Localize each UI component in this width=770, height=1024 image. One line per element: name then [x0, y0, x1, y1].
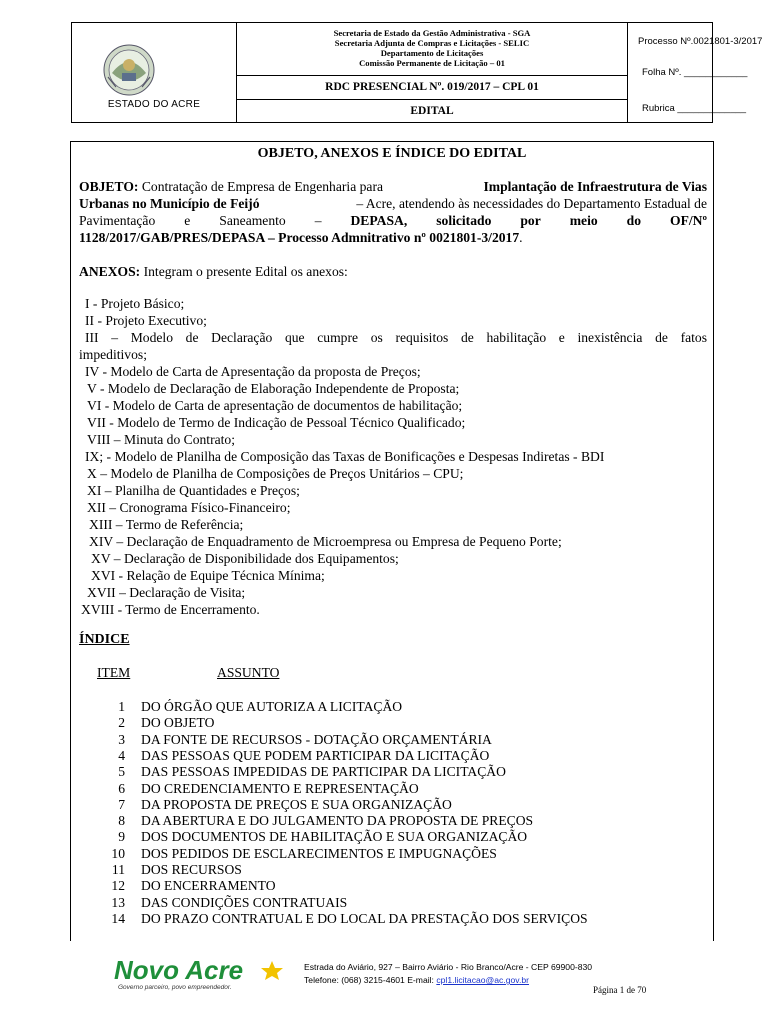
objeto-text: – Acre, atendendo às necessidades do Departamento Estadual de [356, 196, 707, 211]
indice-item-number: 2 [118, 715, 125, 731]
indice-item-number: 9 [118, 829, 125, 845]
anexo-item: impeditivos; [79, 347, 147, 362]
logo-text: Novo Acre [114, 955, 244, 985]
indice-item-number: 3 [118, 731, 125, 747]
anexo-item: V - Modelo de Declaração de Elaboração Independente de Proposta; [87, 381, 460, 396]
section-title: OBJETO, ANEXOS E ÍNDICE DO EDITAL [257, 146, 527, 161]
objeto-line-3 [79, 213, 707, 229]
anexos-intro-line [79, 264, 348, 280]
folha-field: Folha Nº. ____________ [642, 67, 748, 78]
indice-item-number: 11 [111, 862, 125, 877]
indice-item-subject: DOS DOCUMENTOS DE HABILITAÇÃO E SUA ORGANIZAÇÃO [141, 829, 528, 845]
anexo-item: IV - Modelo de Carta de Apresentação da proposta de Preços; [85, 364, 421, 379]
anexo-item: VII - Modelo de Termo de Indicação de Pessoal Técnico Qualificado; [87, 415, 466, 430]
secretaria-line: Comissão Permanente de Licitação – 01 [359, 58, 505, 68]
header-divider [236, 75, 627, 76]
indice-item-subject: DO ENCERRAMENTO [141, 878, 276, 894]
anexo-item: XIII – Termo de Referência; [89, 517, 244, 532]
objeto-text: Contratação de Empresa de Engenharia para [141, 179, 384, 194]
objeto-bold-text: Implantação de Infraestrutura de Vias [483, 179, 707, 194]
indice-item-number: 6 [118, 780, 125, 796]
indice-title: ÍNDICE [79, 632, 130, 647]
indice-item-subject: DAS CONDIÇÕES CONTRATUAIS [141, 894, 348, 910]
anexo-item: III – Modelo de Declaração que cumpre os requisitos de habilitação e inexistência de fatos [85, 330, 707, 345]
indice-item-subject: DA FONTE DE RECURSOS - DOTAÇÃO ORÇAMENTÁRIA [141, 731, 492, 747]
footer-email-link[interactable]: cpl1.licitacao@ac.gov.br [436, 975, 529, 985]
objeto-word: DEPASA, [350, 213, 408, 228]
state-seal-icon [102, 43, 156, 97]
anexo-item: VI - Modelo de Carta de apresentação de documentos de habilitação; [87, 398, 463, 413]
anexo-item: XII – Cronograma Físico-Financeiro; [87, 500, 291, 515]
header-logo-cell [72, 23, 237, 122]
objeto-word: e [184, 213, 191, 228]
anexo-item: VIII – Minuta do Contrato; [87, 432, 235, 447]
indice-item-subject: DO OBJETO [141, 715, 215, 731]
indice-item-subject: DA ABERTURA E DO JULGAMENTO DA PROPOSTA DE PREÇOS [141, 813, 534, 829]
footer-phone: Telefone: (068) 3215-4601 E-mail: [304, 975, 434, 985]
processo-number: Processo Nº.0021801-3/2017 [638, 36, 763, 47]
indice-item-number: 1 [118, 699, 125, 714]
indice-col-assunto: ASSUNTO [217, 665, 280, 680]
objeto-word: meio [569, 213, 598, 228]
anexo-item: I - Projeto Básico; [85, 296, 185, 311]
document-body [70, 141, 714, 941]
objeto-word: por [520, 213, 541, 228]
rdc-title: RDC PRESENCIAL Nº. 019/2017 – CPL 01 [325, 81, 539, 93]
header-right-cell [627, 23, 763, 122]
objeto-text: . [519, 230, 523, 245]
indice-item-subject: DAS PESSOAS IMPEDIDAS DE PARTICIPAR DA LICITAÇÃO [141, 764, 506, 780]
indice-item-number: 12 [111, 878, 125, 894]
anexo-item: IX; - Modelo de Planilha de Composição das Taxas de Bonificações e Despesas Indiretas - BDI [85, 449, 605, 464]
objeto-label: OBJETO: [79, 179, 139, 194]
secretaria-lines [236, 28, 628, 68]
page-number: Página 1 de 70 [593, 985, 647, 995]
anexo-item: XV – Declaração de Disponibilidade dos Equipamentos; [91, 551, 399, 566]
edital-title: EDITAL [410, 105, 454, 117]
indice-item-subject: DO ÓRGÃO QUE AUTORIZA A LICITAÇÃO [141, 699, 403, 714]
anexo-item: II - Projeto Executivo; [85, 313, 207, 328]
indice-item-number: 8 [118, 813, 125, 829]
indice-item-subject: DOS PEDIDOS DE ESCLARECIMENTOS E IMPUGNAÇÕES [141, 845, 497, 861]
indice-item-number: 14 [111, 910, 125, 926]
indice-item-subject: DAS PESSOAS QUE PODEM PARTICIPAR DA LICITAÇÃO [141, 747, 490, 763]
header-box [71, 22, 763, 123]
objeto-word: do [626, 213, 642, 228]
anexos-intro: Integram o presente Edital os anexos: [143, 264, 348, 279]
indice-item-subject: DO CREDENCIAMENTO E REPRESENTAÇÃO [141, 780, 419, 796]
anexo-item: XVI - Relação de Equipe Técnica Mínima; [91, 568, 325, 583]
objeto-bold-text: 1128/2017/GAB/PRES/DEPASA – Processo Admnitrativo nº 0021801-3/2017 [79, 230, 520, 245]
indice-item-number: 7 [118, 796, 125, 812]
indice-item-subject: DA PROPOSTA DE PREÇOS E SUA ORGANIZAÇÃO [141, 796, 452, 812]
indice-col-item: ITEM [97, 665, 131, 680]
secretaria-line: Secretaria Adjunta de Compras e Licitações - SELIC [334, 38, 530, 48]
anexo-item: X – Modelo de Planilha de Composições de Preços Unitários – CPU; [87, 466, 464, 481]
star-icon [261, 961, 283, 980]
indice-item-number: 5 [118, 764, 125, 780]
anexo-item: XIV – Declaração de Enquadramento de Microempresa ou Empresa de Pequeno Porte; [89, 534, 562, 549]
indice-item-subject: DOS RECURSOS [141, 862, 242, 877]
anexo-item: XI – Planilha de Quantidades e Preços; [87, 483, 300, 498]
objeto-word: OF/Nº [670, 213, 707, 228]
footer-contact [304, 975, 529, 985]
objeto-word: solicitado [436, 213, 492, 228]
header-center-cell [236, 23, 628, 122]
novo-acre-logo [112, 955, 298, 995]
objeto-bold-text: Urbanas no Município de Feijó [79, 196, 260, 211]
indice-item-number: 4 [118, 747, 125, 763]
logo-slogan: Governo parceiro, povo empreendedor. [118, 984, 232, 991]
anexos-label: ANEXOS: [79, 264, 141, 279]
rubrica-field: Rubrica _____________ [642, 103, 747, 114]
objeto-line-1 [79, 179, 707, 195]
estado-label: ESTADO DO ACRE [107, 99, 201, 110]
objeto-line-2 [79, 196, 707, 212]
anexo-item: XVII – Declaração de Visita; [87, 585, 246, 600]
indice-item-number: 10 [111, 845, 125, 861]
header-divider [236, 99, 627, 100]
objeto-word: – [314, 213, 322, 228]
objeto-word: Saneamento [219, 213, 286, 228]
anexo-item: XVIII - Termo de Encerramento. [81, 602, 260, 617]
secretaria-line: Departamento de Licitações [380, 48, 484, 58]
indice-item-number: 13 [111, 894, 125, 910]
footer-address: Estrada do Aviário, 927 – Bairro Aviário - Rio Branco/Acre - CEP 69900-830 [304, 962, 593, 972]
secretaria-line: Secretaria de Estado da Gestão Administrativa - SGA [333, 28, 531, 38]
objeto-line-4 [79, 230, 523, 246]
indice-item-subject: DO PRAZO CONTRATUAL E DO LOCAL DA PRESTAÇÃO DOS SERVIÇOS [141, 910, 588, 926]
objeto-word: Pavimentação [79, 213, 156, 228]
